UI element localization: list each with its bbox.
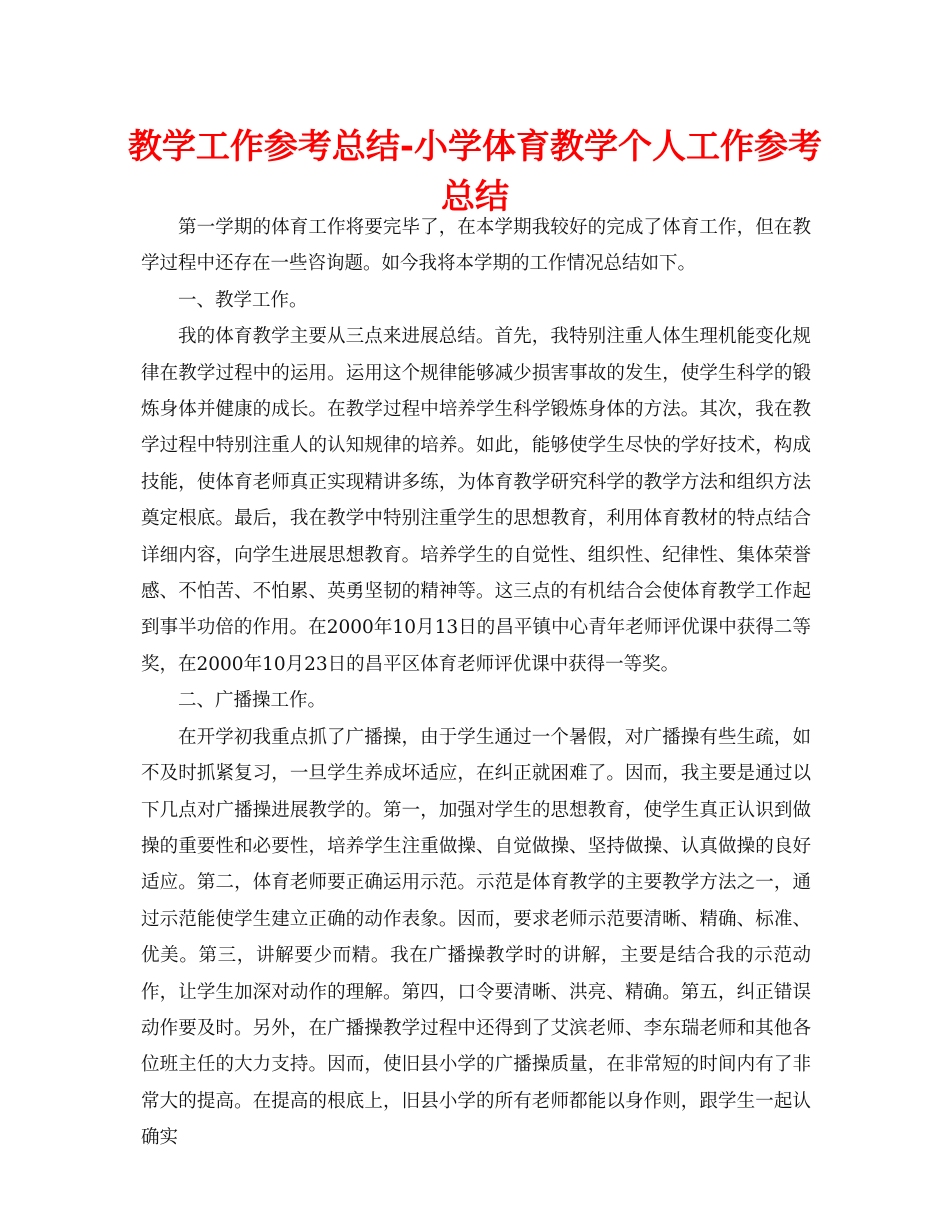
paragraph-broadcast-exercise: 在开学初我重点抓了广播操，由于学生通过一个暑假，对广播操有些生疏，如不及时抓紧复习，一旦学生养成坏适应，在纠正就困难了。因而，我主要是通过以下几点对广播操进展教学的。第一，加强对学生的思想教育，使学生真正认识到做操的重要性和必要性，培养学生注重做操、自觉做操、坚持做操、认真做操的良好适应。第二，体育老师要正确运用示范。示范是体育教学的主要教学方法之一，通过示范能使学生建立正确的动作表象。因而，要求老师示范要清晰、精确、标准、优美。第三，讲解要少而精。我在广播操教学时的讲解，主要是结合我的示范动作，让学生加深对动作的理解。第四，口令要清晰、洪亮、精确。第五，纠正错误动作要及时。另外，在广播操教学过程中还得到了艾滨老师、李东瑞老师和其他各位班主任的大力支持。因而，使旧县小学的广播操质量，在非常短的时间内有了非常大的提高。在提高的根底上，旧县小学的所有老师都能以身作则，跟学生一起认确实 [141, 726, 811, 1149]
document-title: 教学工作参考总结-小学体育教学个人工作参考总结 [127, 127, 823, 217]
paragraph-intro: 第一学期的体育工作将要完毕了，在本学期我较好的完成了体育工作，但在教学过程中还存在一些咨询题。如今我将本学期的工作情况总结如下。 [141, 217, 811, 275]
section-heading-broadcast-exercise: 二、广播操工作。 [178, 690, 327, 712]
paragraph-teaching: 我的体育教学主要从三点来进展总结。首先，我特别注重人体生理机能变化规律在教学过程中的运用。运用这个规律能够减少损害事故的发生，使学生科学的锻炼身体并健康的成长。在教学过程中培养学生科学锻炼身体的方法。其次，我在教学过程中特别注重人的认知规律的培养。如此，能够使学生尽快的学好技术，构成技能，使体育老师真正实现精讲多练，为体育教学研究科学的教学方法和组织方法奠定根底。最后，我在教学中特别注重学生的思想教育，利用体育教材的特点结合详细内容，向学生进展思想教育。培养学生的自觉性、组织性、纪律性、集体荣誉感、不怕苦、不怕累、英勇坚韧的精神等。这三点的有机结合会使体育教学工作起到事半功倍的作用。在2000年10月13日的昌平镇中心青年老师评优课中获得二等奖，在2000年10月23日的昌平区体育老师评优课中获得一等奖。 [141, 326, 811, 675]
section-heading-teaching: 一、教学工作。 [178, 289, 308, 311]
document-body [141, 210, 811, 1157]
